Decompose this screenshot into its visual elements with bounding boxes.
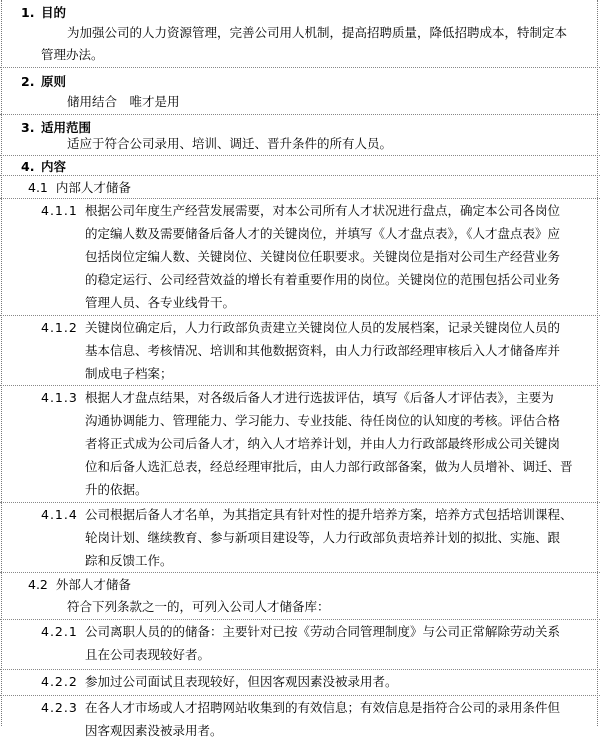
text-line: 升的依据。 (85, 482, 148, 497)
text-line: 关键岗位确定后，人力行政部负责建立关键岗位人员的发展档案，记录关键岗位人员的 (85, 320, 561, 335)
item-text (85, 316, 560, 385)
text-line: 因客观因素没被录用者。 (85, 723, 223, 738)
item-text (85, 199, 560, 314)
item-4-2-1 (0, 620, 600, 670)
text-line: 位和后备人选汇总表，经总经理审批后，由人力部行政部备案，做为人员增补、调迁、晋 (85, 459, 573, 474)
section-1 (0, 0, 600, 68)
section-number: 1. (21, 5, 35, 20)
text-line: 根据人才盘点结果，对各级后备人才进行选拔评估，填写《后备人才评估表》，主要为 (85, 390, 554, 405)
item-text (85, 386, 573, 501)
text-line: 且在公司表现较好者。 (85, 647, 211, 662)
text-line: 在各人才市场或人才招聘网站收集到的有效信息；有效信息是指符合公司的录用条件但 (85, 700, 561, 715)
subsection-label: 内部人才储备 (55, 180, 131, 195)
item-number: 4.1.3 (41, 390, 78, 405)
section-2-heading (21, 72, 66, 90)
subsection-number: 4.1 (28, 180, 48, 195)
section-title: 内容 (41, 159, 67, 174)
item-4-1-3 (0, 386, 600, 503)
item-number: 4.2.2 (41, 674, 78, 689)
section-number: 4. (21, 159, 35, 174)
text-line: 公司根据后备人才名单，为其指定具有针对性的提升培养方案，培养方式包括培训课程、 (85, 507, 573, 522)
item-number: 4.2.1 (41, 624, 78, 639)
subsection-label: 外部人才储备 (55, 577, 131, 592)
section-2-line-1: 储用结合 唯才是用 (67, 94, 180, 109)
section-1-line-1: 为加强公司的人力资源管理，完善公司用人机制，提高招聘质量，降低招聘成本，特制定本 (67, 25, 568, 40)
text-line: 根据公司年度生产经营发展需要，对本公司所有人才状况进行盘点，确定本公司各岗位 (85, 203, 561, 218)
item-text (85, 696, 560, 742)
item-text (85, 670, 398, 693)
subsection-4-2 (0, 573, 600, 620)
text-line: 的稳定运行、公司经营效益的增长有着重要作用的岗位。关键岗位的范围包括公司业务 (85, 272, 561, 287)
text-line: 基本信息、考核情况、培训和其他数据资料，由人力行政部经理审核后入人才储备库并 (85, 343, 561, 358)
subsection-number: 4.2 (28, 577, 48, 592)
item-4-2-3 (0, 696, 600, 748)
item-number: 4.1.2 (41, 320, 78, 335)
section-1-heading (21, 3, 66, 21)
text-line: 公司离职人员的的储备：主要针对已按《劳动合同管理制度》与公司正常解除劳动关系 (85, 624, 561, 639)
text-line: 的定编人数及需要储备后备人才的关键岗位，并填写《人才盘点表》，《人才盘点表》应 (85, 226, 561, 241)
item-number: 4.1.4 (41, 507, 78, 522)
text-line: 轮岗计划、继续教育、参与新项目建设等，人力行政部负责培养计划的拟批、实施、跟 (85, 530, 561, 545)
item-number: 4.1.1 (41, 203, 78, 218)
section-3-line-1: 适应于符合公司录用、培训、调迁、晋升条件的所有人员。 (67, 136, 393, 151)
section-title: 原则 (41, 74, 67, 89)
section-1-line-2: 管理办法。 (41, 47, 104, 62)
subsection-intro: 符合下列条款之一的，可列入公司人才储备库： (67, 599, 330, 614)
text-line: 者将正式成为公司后备人才，纳入人才培养计划，并由人力行政部最终形成公司关键岗 (85, 436, 561, 451)
text-line: 管理人员、各专业线骨干。 (85, 295, 236, 310)
text-line: 参加过公司面试且表现较好，但因客观因素没被录用者。 (85, 674, 398, 689)
subsection-title (28, 177, 131, 198)
item-4-1-2 (0, 316, 600, 386)
item-number: 4.2.3 (41, 700, 78, 715)
section-title: 目的 (41, 5, 67, 20)
text-line: 踪和反馈工作。 (85, 553, 173, 568)
section-number: 3. (21, 120, 35, 135)
item-4-1-1 (0, 199, 600, 316)
section-2 (0, 68, 600, 115)
text-line: 沟通协调能力、管理能力、学习能力、专业技能、待任岗位的认知度的考核。评估合格 (85, 413, 561, 428)
section-title: 适用范围 (41, 120, 92, 135)
subsection-4-1 (0, 176, 600, 199)
item-4-1-4 (0, 503, 600, 573)
item-text (85, 503, 573, 572)
section-number: 2. (21, 74, 35, 89)
item-text (85, 620, 560, 666)
subsection-title (28, 574, 131, 595)
text-line: 制成电子档案； (85, 366, 173, 381)
text-line: 包括岗位定编人数、关键岗位、关键岗位任职要求。关键岗位是指对公司生产经营业务 (85, 249, 561, 264)
item-4-2-2 (0, 670, 600, 696)
section-4-heading (21, 157, 66, 175)
section-3 (0, 115, 600, 156)
section-4 (0, 156, 600, 176)
